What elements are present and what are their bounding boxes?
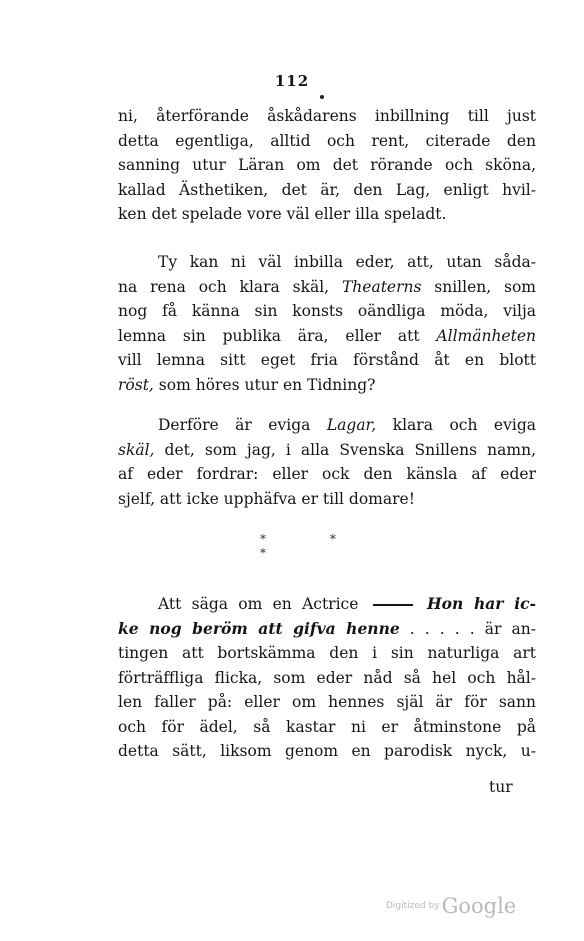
text-line: kallad Ästhetiken, det är, den Lag, enligt hvil-: [118, 180, 536, 199]
paragraph-4: [118, 592, 536, 764]
emphasis: ke nog beröm att gifva henne: [118, 618, 400, 638]
page-number-mark: [320, 95, 324, 99]
text-line: len faller på: eller om hennes själ är för sann: [118, 693, 536, 711]
text-line: och för ädel, så kastar ni er åtminstone på: [118, 717, 536, 736]
text-line: [118, 438, 536, 463]
text-line: Ty kan ni väl inbilla eder, att, utan såda-: [158, 253, 536, 271]
paragraph-1: [118, 104, 536, 227]
text-run: snillen, som: [421, 277, 536, 296]
text-line: tingen att bortskämma den i sin naturliga art: [118, 644, 536, 662]
text-line: ni, återförande åskådarens inbillning till just: [118, 107, 536, 125]
text-line: [118, 413, 536, 438]
text-run: som höres utur en Tidning?: [153, 375, 376, 394]
watermark-prefix: Digitized by: [386, 901, 440, 911]
text-line: [118, 275, 536, 300]
emphasis: Allmänheten: [436, 326, 536, 345]
text-line: [118, 617, 536, 642]
text-run: det, som jag, i alla Svenska Snillens namn,: [154, 440, 536, 459]
text-line: sanning utur Läran om det rörande och sköna,: [118, 156, 536, 174]
text-line: ken det spelade vore väl eller illa speladt.: [118, 205, 447, 223]
text-run: . . . . . är an-: [399, 619, 536, 638]
emphasis: Theaterns: [341, 277, 422, 296]
emphasis: skäl,: [118, 440, 155, 459]
paragraph-2: [118, 250, 536, 397]
text-run: klara och eviga: [376, 416, 536, 434]
text-line: detta egentliga, alltid och rent, citerade den: [118, 131, 536, 150]
digitizer-watermark: [386, 894, 516, 918]
text-run: lemna sin publika ära, eller att: [118, 326, 437, 345]
text-line: [118, 373, 536, 398]
text-line: förträffliga flicka, som eder nåd så hel och hål-: [118, 668, 536, 687]
text-run: Att säga om en Actrice: [158, 595, 369, 613]
text-line: vill lemna sitt eget fria förstånd åt en blott: [118, 351, 536, 369]
text-line: detta sätt, liksom genom en parodisk nyck, u-: [118, 742, 536, 760]
watermark-logo: Google: [441, 894, 517, 918]
text-line: [118, 592, 536, 617]
section-divider: * * *: [260, 532, 366, 560]
page-number: 112: [274, 72, 310, 90]
catchword: tur: [489, 778, 513, 796]
text-line: [118, 324, 536, 349]
text-line: af eder fordrar: eller ock den känsla af eder: [118, 465, 536, 483]
paragraph-3: [118, 413, 536, 511]
emphasis: Hon har ic-: [426, 594, 536, 613]
emphasis: röst,: [118, 375, 154, 394]
text-line: sjelf, att icke upphäfva er till domare!: [118, 489, 415, 508]
em-dash: [373, 604, 413, 606]
emphasis: Lagar,: [326, 416, 377, 434]
text-run: na rena och klara skäl,: [118, 277, 342, 296]
text-run: Derföre är eviga: [158, 416, 327, 434]
text-line: nog få känna sin konsts oändliga möda, vilja: [118, 302, 536, 320]
